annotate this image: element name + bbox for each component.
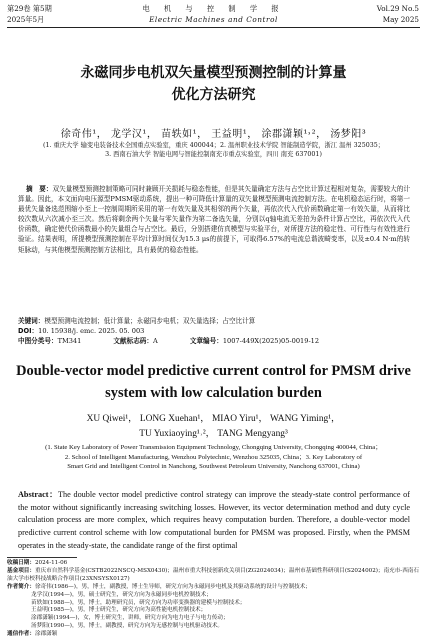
header-vol-no: Vol.29 No.5	[376, 4, 419, 13]
affiliation-line: (1. 重庆大学 输变电装备技术全国重点实验室，重庆 400044；2. 温州职业技术学院 智能制造学院，浙江 温州 325035；	[42, 142, 385, 149]
author-bio: 王益明(1985—)，男，博士研究生，研究方向为高性能电机控制技术；	[31, 607, 207, 614]
clc-number	[18, 336, 81, 346]
bio-line: 徐奇伟(1986—)，男，博士，副教授，博士生导师，研究方向为永磁同步电机及其驱动系统的设计与控制技术；	[34, 583, 311, 590]
affiliation-line: 3. 西南石油大学 智能电网与智能控制南充市重点实验室，四川 南充 637001)	[105, 151, 322, 158]
title-en-line: Double-vector model predictive current control for PMSM drive	[16, 363, 411, 379]
title-en-line: system with low calculation burden	[105, 385, 322, 401]
fund-value: 重庆市自然科学基金(CSTB2022NSCQ-MSX0430)；温州市重大科技创新攻关项目(ZG2024034)；温州市基础性科研项目(S2024002)；南充市-西南石油大学市校科技战略合作项目(23XNSYSX0127)	[7, 567, 419, 582]
author-bio: 涂郡潇颖(1994—)，女，博士研究生，讲师，研究方向为电力电子与电力传动；	[31, 615, 229, 622]
author-bio: 汤梦阳(1990—)，男，博士，副教授，研究方向为无感控制与电机驱动技术。	[31, 623, 224, 630]
article-value: 1007-449X(2025)05-0019-12	[222, 337, 320, 345]
header-date-cn: 2025年5月	[7, 14, 45, 24]
author-bio: 苗轶如(1988—)，男，博士，助理研究员，研究方向为功率变换器的建模与控制技术；	[31, 599, 246, 606]
title-cn-line: 优化方法研究	[171, 87, 256, 103]
header-journal	[0, 4, 427, 25]
clc-value: TM341	[57, 337, 82, 345]
keywords-cn	[18, 316, 410, 326]
abstract-en-text: The double vector model predictive control strategy can improve the steady-state control performance of the motor without significantly increasing switching losses. However, its vector determination method and duty cycle calculation process are more complex, which requires heavy computation burden. Therefore, a double-vector model predictive current control scheme with low computational burden for PMSM was proposed. Firstly, when the PMSM operates in the steady-state, the candidate range of the first optimal	[18, 490, 411, 550]
abstract-cn	[18, 184, 410, 255]
header-date-en: May 2025	[382, 14, 419, 24]
bio-label: 作者简介：	[7, 583, 35, 590]
affiliations-cn	[12, 141, 415, 159]
corr-value: 涂郡潇颖	[34, 631, 58, 638]
abstract-cn-label: 摘 要：	[26, 185, 53, 193]
received-value: 2024-11-06	[34, 560, 68, 566]
header-volume: 第29卷 第5期	[7, 4, 52, 13]
header-volume-en	[377, 4, 419, 25]
footnote-rule	[7, 557, 77, 558]
corr-label: 通信作者：	[7, 631, 35, 638]
authors-en-line: TU Yuxiaoying¹˒²， TANG Mengyang³	[139, 429, 288, 439]
received-date	[7, 560, 419, 568]
journal-name-cn: 电 机 与 控 制 学 报	[142, 4, 285, 13]
abstract-cn-text: 双矢量模型预测控制策略可同时兼顾开关损耗与稳态性能，但是其矢量确定方法与占空比计算过程相对复杂，需要较大的计算量。因此，本文面向电压源型PMSM驱动系统，提出一种可降低计算量的双矢量模型预测电流控制方法。在电机稳态运行时，将第一最优矢量备选范围缩小至上一控制周期所采用的第一有效矢量及其相邻的两个矢量，再依次代入代价函数确定第一有效矢量，从而将比较次数从六次减小至三次。然后将剩余两个矢量与零矢量作为第二备选矢量，分别以q轴电流无差拍为条件计算占空比，再依次代入代价函数，确定使代价函数最小的矢量组合与占空比。最后，分别搭建仿真模型与实验平台，对所提方法的稳定性、可行性与有效性进行验证。结果表明，所提模型预测控制在平均计算时间仅为15.3 μs的前提下，可取得6.57%的电流总谐波畸变率，以及±0.4 N·m的转矩脉动，与其他模型预测控制方法相比，具有最优的稳态性能。	[18, 185, 411, 254]
journal-name-en: Electric Machines and Control	[149, 14, 278, 24]
clc-label: 中图分类号：	[18, 337, 58, 345]
abstract-en-label: Abstract：	[18, 490, 59, 499]
article-number	[190, 336, 319, 346]
doi-value[interactable]: 10. 15938/j. emc. 2025. 05. 003	[38, 327, 145, 335]
funding	[7, 568, 419, 584]
code-value: A	[152, 337, 158, 345]
author-bio	[7, 584, 419, 592]
title-en	[0, 360, 427, 404]
fund-label: 基金项目：	[7, 567, 35, 574]
article-label: 文章编号：	[189, 337, 223, 345]
received-label: 收稿日期：	[7, 560, 35, 566]
authors-cn: 徐奇伟¹， 龙学汉¹， 苗轶如¹， 王益明¹， 涂郡潇颖¹˒²， 汤梦阳³	[60, 129, 367, 140]
keywords-cn-label: 关键词：	[18, 317, 45, 325]
classification-line	[18, 336, 410, 346]
authors-en	[0, 412, 427, 442]
abstract-en	[18, 489, 410, 553]
keywords-cn-text: 模型预测电流控制；低计算量；永磁同步电机；双矢量选择；占空比计算	[44, 317, 256, 325]
affiliation-line: (1. State Key Laboratory of Power Transmission Equipment Technology, Chongqing University, Chongqing 400044, China；	[45, 444, 382, 451]
code-label: 文献标志码：	[113, 337, 153, 345]
affiliations-en	[14, 443, 413, 472]
doi-label: DOI：	[18, 327, 39, 335]
footnotes	[7, 560, 419, 639]
authors-en-line: XU Qiwei¹， LONG Xuehan¹， MIAO Yiru¹， WANG Yiming¹，	[86, 414, 341, 424]
header-rule	[7, 27, 420, 28]
document-code	[113, 336, 157, 346]
corresponding-author	[7, 631, 419, 639]
author-bio: 龙学汉(1994—)，男，硕士研究生，研究方向为永磁同步电机控制技术；	[31, 591, 212, 598]
affiliation-line: 2. School of Intelligent Manufacturing, Wenzhou Polytechnic, Wenzhou 325035, China；3. Key Laboratory of	[64, 453, 363, 461]
affiliation-line: Smart Grid and Intelligent Control in Nanchong, Southwest Petroleum University, Nanchong 637001, China)	[67, 463, 360, 471]
doi	[18, 326, 144, 336]
title-cn-line: 永磁同步电机双矢量模型预测控制的计算量	[80, 65, 347, 81]
title-cn	[0, 62, 427, 106]
